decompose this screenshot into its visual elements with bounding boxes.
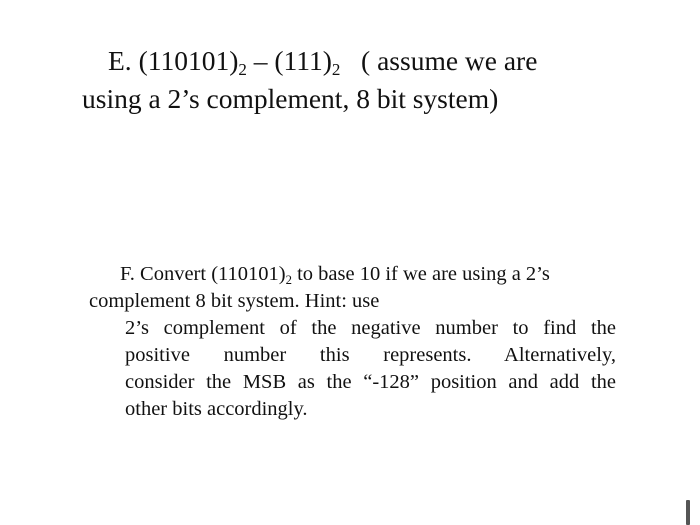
problem-f-line-2: complement 8 bit system. Hint: use: [89, 290, 380, 312]
problem-e-subscript-2: 2: [331, 60, 341, 80]
problem-f-hint-line-3: consider the MSB as the “-128” position and add the: [125, 371, 616, 393]
problem-e-note: ( assume we are: [361, 45, 538, 76]
scroll-edge-indicator: [686, 500, 690, 525]
problem-f-label: F.: [120, 263, 135, 285]
problem-f-line-1: [120, 264, 550, 285]
problem-f-intro: Convert: [140, 263, 207, 285]
problem-e-line-1: [108, 45, 538, 80]
problem-e-operand-2: (111): [274, 45, 332, 76]
problem-e-operand-1: (110101): [138, 45, 239, 76]
problem-f-hint-line-1: 2’s complement of the negative number to find the: [125, 317, 616, 339]
problem-e-label: E.: [108, 45, 132, 76]
problem-f-line-1-rest: to base 10 if we are using a 2’s: [297, 263, 550, 285]
problem-f-hint-line-2: positive number this represents. Alternatively,: [125, 344, 616, 366]
problem-f-subscript: 2: [285, 272, 292, 287]
problem-e-line-2: using a 2’s complement, 8 bit system): [82, 83, 499, 114]
problem-e-subscript-1: 2: [238, 60, 247, 80]
problem-e-minus: –: [253, 45, 268, 76]
problem-f-hint-line-4: other bits accordingly.: [125, 398, 308, 420]
problem-f-operand: (110101): [211, 263, 286, 285]
